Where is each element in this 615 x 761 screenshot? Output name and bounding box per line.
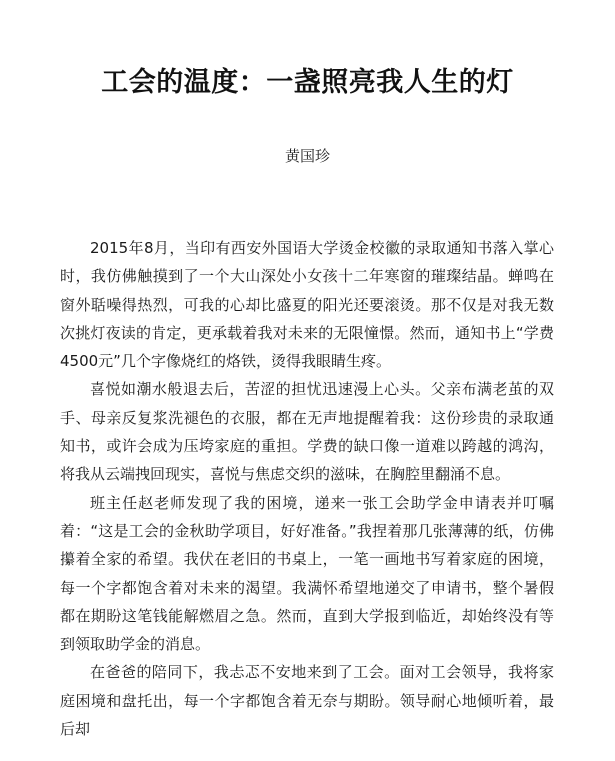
paragraph-1: 2015年8月，当印有西安外国语大学烫金校徽的录取通知书落入掌心时，我仿佛触摸到了一个大山深处小女孩十二年寒窗的璀璨结晶。蝉鸣在窗外聒噪得热烈，可我的心却比盛夏的阳光还要滚烫。那不仅是对我无数次挑灯夜读的肯定，更承载着我对未来的无限憧憬。然而，通知书上“学费4500元”几个字像烧红的烙铁，烫得我眼睛生疼。: [60, 239, 554, 371]
article-body: [60, 234, 554, 743]
paragraph-2: 喜悦如潮水般退去后，苦涩的担忧迅速漫上心头。父亲布满老茧的双手、母亲反复浆洗褪色的衣服，都在无声地提醒着我：这份珍贵的录取通知书，或许会成为压垮家庭的重担。学费的缺口像一道难以跨越的鸿沟，将我从云端拽回现实，喜悦与焦虑交织的滋味，在胸腔里翻涌不息。: [60, 380, 554, 484]
author-name: 黄国珍: [284, 147, 330, 165]
paragraph-4: 在爸爸的陪同下，我忐忑不安地来到了工会。面对工会领导，我将家庭困境和盘托出，每一个字都饱含着无奈与期盼。领导耐心地倾听着，最后却: [60, 663, 554, 739]
paragraph-3: 班主任赵老师发现了我的困境，递来一张工会助学金申请表并叮嘱着：“这是工会的金秋助学项目，好好准备。”我捏着那几张薄薄的纸，仿佛攥着全家的希望。我伏在老旧的书桌上，一笔一画地书写着家庭的困境，每一个字都饱含着对未来的渴望。我满怀希望地递交了申请书，整个暑假都在期盼这笔钱能解燃眉之急。然而，直到大学报到临近，却始终没有等到领取助学金的消息。: [60, 493, 554, 654]
document-title: 工会的温度：一盏照亮我人生的灯: [101, 67, 514, 98]
